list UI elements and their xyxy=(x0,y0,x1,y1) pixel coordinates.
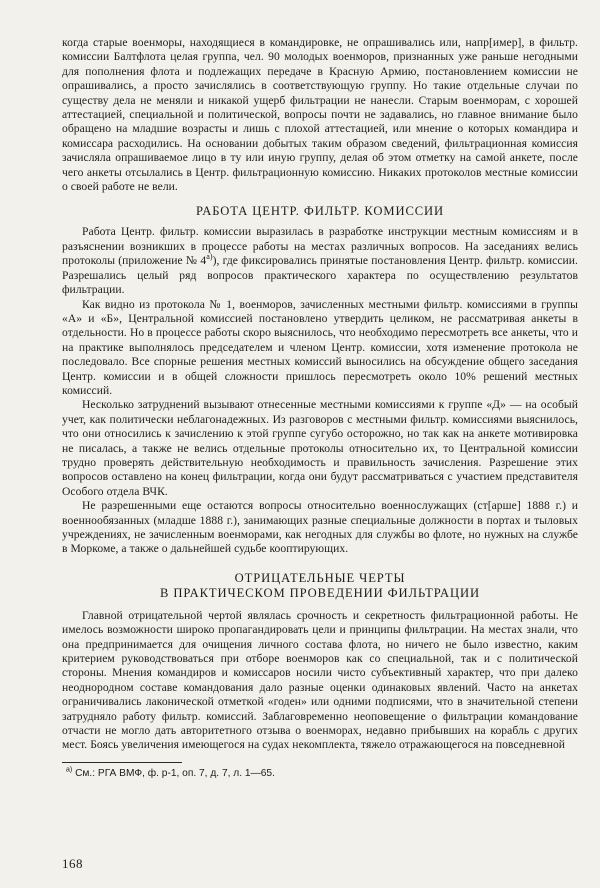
section1-paragraph-4: Не разрешенными еще остаются вопросы относительно военнослужащих (ст[арше] 1888 г.) и военнообязанных (младше 1888 г.), занимающих разные специальные должности в портах и тыловых учреждениях, не зачисленным военморами, как негодных для службы во флоте, но нужных на службе в Моркоме, а также о дальнейшей судьбе кооптирующих. xyxy=(62,499,578,556)
footnote-divider xyxy=(62,762,182,763)
section2-title-line-1: ОТРИЦАТЕЛЬНЫЕ ЧЕРТЫ xyxy=(234,570,406,585)
section-title-negative-traits xyxy=(62,571,578,601)
page-number: 168 xyxy=(62,856,83,871)
appendix-note-marker: а) xyxy=(206,252,213,262)
intro-paragraph: когда старые военморы, находящиеся в командировке, не опрашивались или, напр[имер], в фильтр. комиссии Балтфлота целая группа, чел. 90 молодых военморов, признанных уже раньше негодными для пополнения флота и подлежащих передаче в Красную Армию, постановлением комиссии не опрашивались, а просто зачислялись в соответствующую группу. Но такие отдельные случаи по существу дела не меняли и никакой ущерб фильтрации не нанесли. Старым военморам, с хорошей аттестацией, специальной и политической, вопросы почти не задавались, но главное внимание было обращено на младшие возрасты и лишь с плохой аттестацией, или мнение о которых командира и комиссара расходились. На основании добытых таким образом сведений, фильтрационная комиссия зачисляла опрашиваемое лицо в ту или иную группу, делая об этом отметку на самой анкете, после чего анкеты отсылались в Центр. фильтрационную комиссию. Никаких протоколов местные комиссии о своей работе не вели. xyxy=(62,36,578,194)
footnote-text: См.: РГА ВМФ, ф. р-1, оп. 7, д. 7, л. 1—65. xyxy=(72,767,275,779)
section1-paragraph-1 xyxy=(62,225,578,297)
section1-paragraph-1-after: ), где фиксировались принятые постановления Центр. фильтр. комиссии. Разрешались целый ряд вопросов практического характера по осуществлению результатов фильтрации. xyxy=(62,254,578,297)
section2-paragraph-1: Главной отрицательной чертой являлась срочность и секретность фильтрационной работы. Не имелось возможности широко пропагандировать цели и принципы фильтрации. На местах знали, что она предпринимается для очищения личного состава флота, но ничего не было известно, каким критерием руководствоваться при отборе военморов как со специальной, так и с политической стороны. Мнения командиров и комиссаров носили чисто субъективный характер, что при далеко неоднородном составе командования дало разные оценки одинаковых явлений. Часто на анкетах ограничивались лаконической отметкой «годен» или одними подписями, что в значительной степени затрудняло работу фильтр. комиссий. Заблаговременно неоповещение о фильтрации командование отчасти не могло дать авторитетного отзыва о военморах, недавно прибывших на корабль с других мест. Боясь увеличения имеющегося на судах некомплекта, тяжело отражающегося на повседневной xyxy=(62,608,578,752)
section-title-central-commission: РАБОТА ЦЕНТР. ФИЛЬТР. КОМИССИИ xyxy=(195,204,445,219)
document-page xyxy=(62,36,578,876)
footnote-marker: а) xyxy=(66,766,73,774)
section1-paragraph-3: Несколько затруднений вызывают отнесенные местными комиссиями к группе «Д» — на особый учет, как политически неблагонадежных. Из разговоров с местными фильтр. комиссиями выяснилось, что они относились к зачислению к этой группе сугубо осторожно, но так как на анкете мотивировка не писалась, а также не велись отдельные протоколы относительно их, то Центральной комиссии трудно проверять действительную необходимость и правильность зачисления. Разрешение этих вопросов оставлено на конец фильтрации, когда они будут рассматриваться с участием представителя Особого отдела ВЧК. xyxy=(62,398,578,498)
section2-title-line-2: В ПРАКТИЧЕСКОМ ПРОВЕДЕНИИ ФИЛЬТРАЦИИ xyxy=(159,585,480,600)
footnote xyxy=(62,767,578,780)
section1-paragraph-1-before: Работа Центр. фильтр. комиссии выразилась в разработке инструкции местным комиссиям и в разъяснении возникших в процессе работы на местах различных вопросов. На заседаниях велись протоколы (приложение № 4 xyxy=(62,225,578,268)
section1-paragraph-2: Как видно из протокола № 1, военморов, зачисленных местными фильтр. комиссиями в группы «А» и «Б», Центральной комиссией постановлено утвердить целиком, не рассматривая анкеты в отдельности. Но в процессе работы скоро выяснилось, что необходимо пересмотреть все анкеты, что и на практике выполнялось председателем и членом Центр. комиссии, хотя изменение протокола не последовало. Все спорные решения местных комиссий выносились на обсуждение общего заседания Центр. комиссии и в общей сложности пришлось пересмотреть около 10% решений местных комиссий. xyxy=(62,297,578,397)
